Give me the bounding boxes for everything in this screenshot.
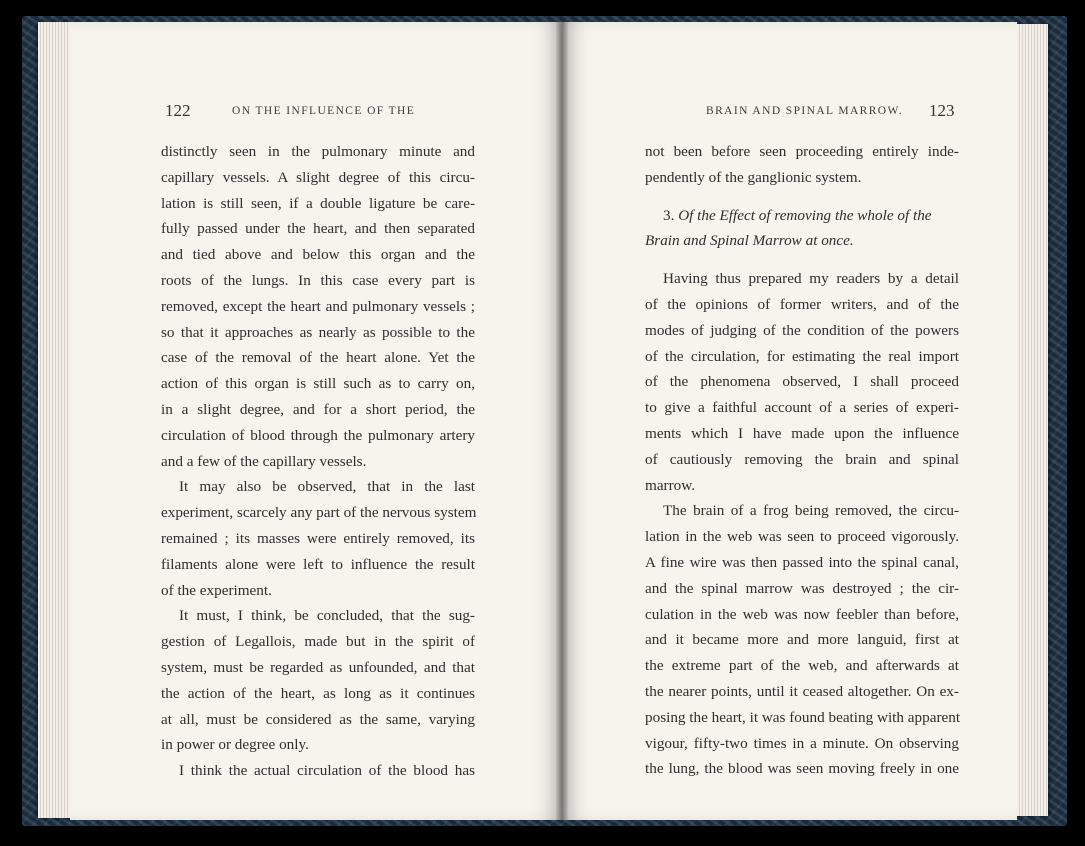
text-line: the lung, the blood was seen moving freely in one bbox=[645, 760, 959, 778]
text-line: the action of the heart, as long as it continues bbox=[161, 684, 475, 702]
text-line: filaments alone were left to influence the result bbox=[161, 555, 475, 573]
text-line: in a slight degree, and for a short period, the bbox=[161, 400, 475, 418]
book-gutter bbox=[556, 22, 568, 820]
text-line: ments which I have made upon the influence bbox=[645, 424, 959, 442]
text-line: action of this organ is still such as to carry on, bbox=[161, 375, 475, 393]
text-line: of the phenomena observed, I shall proceed bbox=[645, 373, 959, 391]
text-line: capillary vessels. A slight degree of this circu- bbox=[161, 168, 475, 186]
text-line: Having thus prepared my readers by a detail bbox=[663, 270, 959, 288]
text-line: so that it approaches as nearly as possible to the bbox=[161, 323, 475, 341]
text-line: marrow. bbox=[645, 476, 696, 494]
left-page-number: 122 bbox=[165, 101, 191, 120]
text-line: of the opinions of former writers, and of the bbox=[645, 295, 959, 313]
section-title-line2: Brain and Spinal Marrow at once. bbox=[645, 232, 854, 250]
text-line: circulation of blood through the pulmonary artery bbox=[161, 426, 475, 444]
text-line: posing the heart, it was found beating with apparent bbox=[645, 708, 961, 726]
right-page-body bbox=[645, 139, 959, 782]
text-line: culation in the web was now feebler than before, bbox=[645, 605, 959, 623]
text-line: the extreme part of the web, and afterwards at bbox=[645, 657, 959, 675]
right-running-head: BRAIN AND SPINAL MARROW. bbox=[706, 105, 903, 117]
text-line: I think the actual circulation of the blood has bbox=[179, 762, 475, 780]
text-line: A fine wire was then passed into the spinal canal, bbox=[645, 553, 959, 571]
text-line: not been before seen proceeding entirely inde- bbox=[645, 143, 959, 160]
text-line: distinctly seen in the pulmonary minute and bbox=[161, 143, 475, 160]
text-line: of the experiment. bbox=[161, 581, 272, 599]
section-heading bbox=[645, 203, 959, 229]
section-title-line1: Of the Effect of removing the whole of the bbox=[678, 206, 932, 224]
text-line: removed, except the heart and pulmonary vessels ; bbox=[161, 297, 475, 315]
text-line: of cautiously removing the brain and spinal bbox=[645, 450, 959, 468]
text-line: vigour, fifty-two times in a minute. On observing bbox=[645, 734, 959, 752]
text-line: in power or degree only. bbox=[161, 736, 309, 754]
spacer bbox=[645, 254, 959, 266]
text-line: pendently of the ganglionic system. bbox=[645, 168, 862, 186]
right-page-number: 123 bbox=[929, 101, 955, 120]
text-line: It may also be observed, that in the last bbox=[179, 478, 475, 496]
text-line: and a few of the capillary vessels. bbox=[161, 452, 367, 470]
text-line: case of the removal of the heart alone. Yet the bbox=[161, 349, 475, 367]
text-line: of the circulation, for estimating the real import bbox=[645, 347, 959, 365]
text-line: and tied above and below this organ and the bbox=[161, 246, 475, 264]
text-line: system, must be regarded as unfounded, and that bbox=[161, 658, 475, 676]
text-line: fully passed under the heart, and then separated bbox=[161, 220, 475, 238]
text-line: to give a faithful account of a series of experi- bbox=[645, 399, 959, 417]
text-line: gestion of Legallois, made but in the spirit of bbox=[161, 633, 475, 651]
text-line: roots of the lungs. In this case every part is bbox=[161, 271, 475, 289]
section-number: 3. bbox=[663, 206, 675, 224]
text-line: and it became more and more languid, first at bbox=[645, 631, 959, 649]
text-line: lation in the web was seen to proceed vigorously. bbox=[645, 528, 959, 546]
text-line: the nearer points, until it ceased altogether. On ex- bbox=[645, 682, 959, 700]
text-line: remained ; its masses were entirely removed, its bbox=[161, 529, 475, 547]
text-line: experiment, scarcely any part of the nervous system bbox=[161, 504, 477, 522]
text-line: at all, must be considered as the same, varying bbox=[161, 710, 475, 728]
left-page-body bbox=[161, 139, 475, 784]
text-line: It must, I think, be concluded, that the sug- bbox=[179, 607, 475, 625]
text-line: modes of judging of the condition of the powers bbox=[645, 321, 959, 339]
text-line: and the spinal marrow was destroyed ; the cir- bbox=[645, 579, 959, 597]
text-line: The brain of a frog being removed, the circu- bbox=[663, 502, 959, 520]
left-running-head: ON THE INFLUENCE OF THE bbox=[232, 105, 416, 117]
spacer bbox=[645, 191, 959, 203]
text-line: lation is still seen, if a double ligature be care- bbox=[161, 194, 475, 212]
